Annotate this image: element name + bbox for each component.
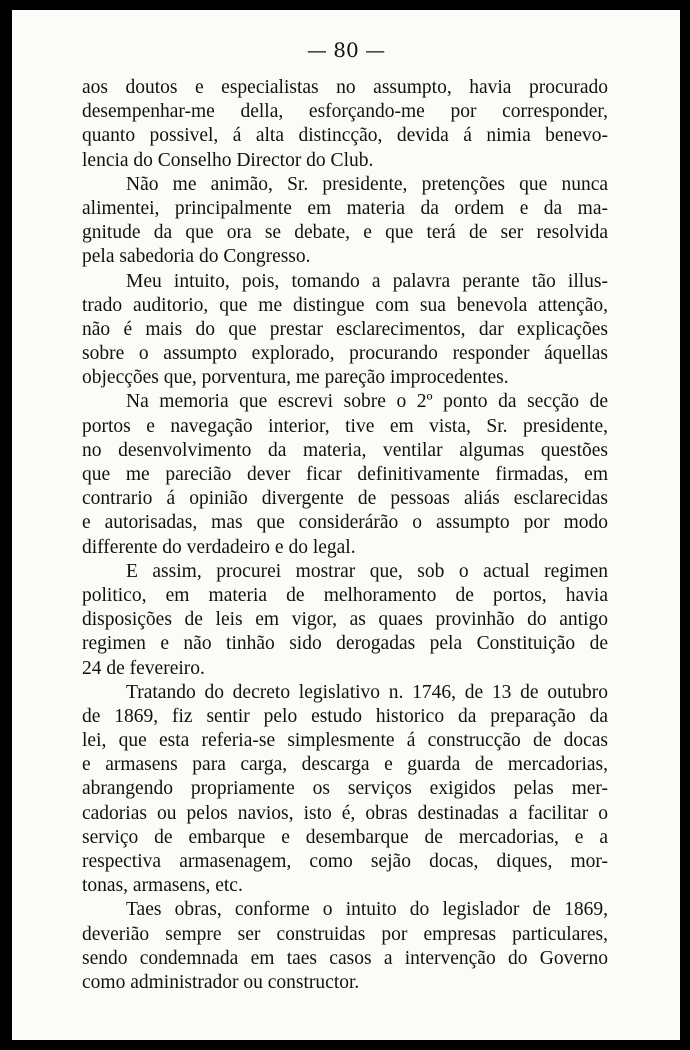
text-line: Tratando do decreto legislativo n. 1746, de 13 de outubro bbox=[126, 681, 608, 703]
text-line: contrario á opinião divergente de pessoas aliás esclarecidas bbox=[82, 488, 608, 510]
text-line: aos doutos e especialistas no assumpto, havia procurado bbox=[82, 77, 608, 98]
text-line: 24 de fevereiro. bbox=[82, 657, 205, 679]
text-line: portos e navegação interior, tive em vista, Sr. presidente, bbox=[82, 415, 608, 437]
paragraph bbox=[82, 390, 608, 559]
text-line: alimentei, principalmente em materia da ordem e da ma- bbox=[82, 197, 608, 219]
text-line: sobre o assumpto explorado, procurando responder áquellas bbox=[82, 343, 608, 365]
text-line: e autorisadas, mas que considerárão o assumpto por modo bbox=[82, 512, 608, 534]
text-line: gnitude da que ora se debate, e que terá de ser resolvida bbox=[82, 222, 608, 244]
text-line: serviço de embarque e desembarque de mercadorias, e a bbox=[82, 826, 608, 848]
text-line: quanto possivel, á alta distincção, devida á nimia benevo- bbox=[82, 125, 608, 147]
paragraph bbox=[82, 560, 608, 681]
text-line: não é mais do que prestar esclarecimentos, dar explicações bbox=[82, 318, 608, 340]
text-line: regimen e não tinhão sido derogadas pela Constituição de bbox=[82, 633, 608, 655]
text-line: que me parecião dever ficar definitivamente firmadas, em bbox=[82, 464, 608, 485]
text-line: disposições de leis em vigor, as quaes provinhão do antigo bbox=[82, 609, 608, 631]
text-line: deverião sempre ser construidas por empresas particulares, bbox=[82, 923, 608, 945]
text-line: tonas, armasens, etc. bbox=[82, 875, 243, 897]
text-line: differente do verdadeiro e do legal. bbox=[82, 536, 356, 558]
text-line: lei, que esta referia-se simplesmente á construcção de docas bbox=[82, 730, 608, 752]
book-page bbox=[12, 10, 680, 1040]
paragraph bbox=[82, 681, 608, 899]
text-line: como administrador ou constructor. bbox=[82, 971, 360, 993]
text-line: trado auditorio, que me distingue com sua benevola attenção, bbox=[82, 294, 608, 316]
paragraph bbox=[82, 898, 608, 995]
text-line: Taes obras, conforme o intuito do legislador de 1869, bbox=[126, 899, 608, 921]
paragraph bbox=[82, 173, 608, 270]
text-line: pela sabedoria do Congresso. bbox=[82, 246, 311, 268]
text-line: cadorias ou pelos navios, isto é, obras destinadas a facilitar o bbox=[82, 802, 608, 824]
text-line: objecções que, porventura, me pareção improcedentes. bbox=[82, 367, 509, 389]
paragraph bbox=[82, 270, 608, 391]
text-line: abrangendo propriamente os serviços exigidos pelas mer- bbox=[82, 778, 608, 800]
text-line: de 1869, fiz sentir pelo estudo historico da preparação da bbox=[82, 705, 608, 727]
body-text bbox=[82, 76, 608, 995]
paragraph bbox=[82, 76, 608, 173]
text-line: Na memoria que escrevi sobre o 2º ponto da secção de bbox=[126, 391, 608, 413]
text-line: respectiva armasenagem, como sejão docas, diques, mor- bbox=[82, 851, 608, 872]
text-line: Meu intuito, pois, tomando a palavra perante tão illus- bbox=[126, 270, 608, 292]
text-line: Não me animão, Sr. presidente, pretenções que nunca bbox=[126, 173, 608, 195]
text-line: lencia do Conselho Director do Club. bbox=[82, 149, 374, 171]
text-line: no desenvolvimento da materia, ventilar algumas questões bbox=[82, 439, 608, 461]
text-line: E assim, procurei mostrar que, sob o actual regimen bbox=[126, 560, 608, 582]
text-line: e armasens para carga, descarga e guarda de mercadorias, bbox=[82, 754, 608, 776]
page-number: — 80 — bbox=[306, 38, 386, 62]
text-line: politico, em materia de melhoramento de portos, havia bbox=[82, 584, 608, 606]
text-line: desempenhar-me della, esforçando-me por corresponder, bbox=[82, 101, 608, 123]
text-line: sendo condemnada em taes casos a intervenção do Governo bbox=[82, 947, 608, 969]
